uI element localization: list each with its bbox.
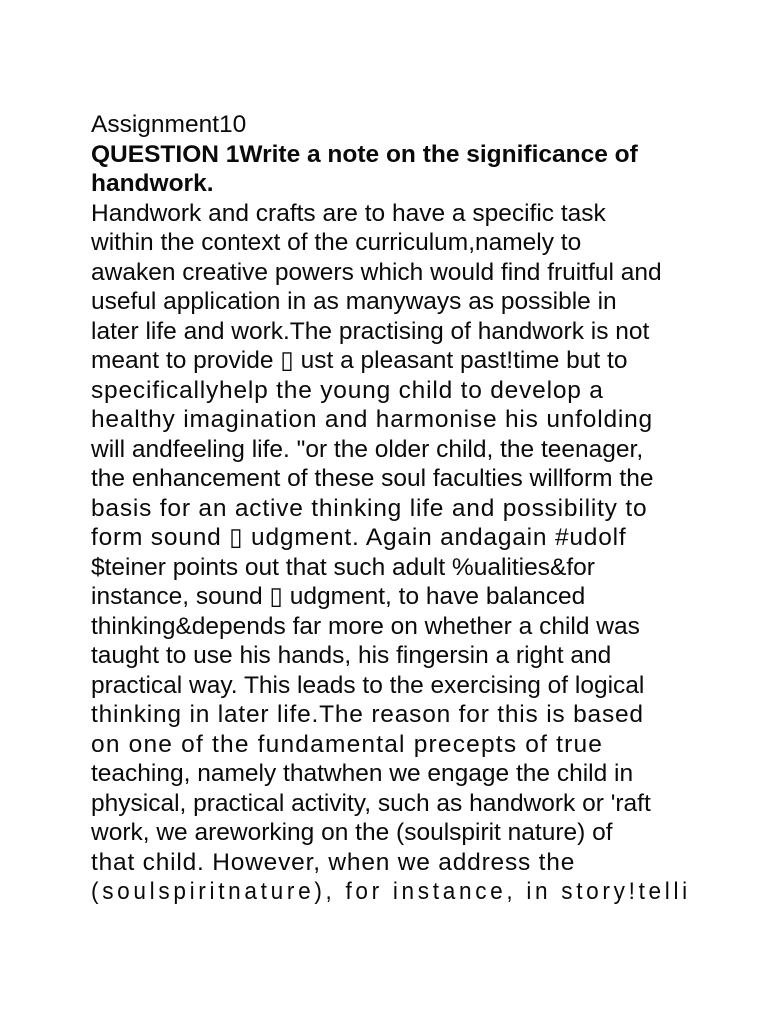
body-line: physical, practical activity, such as handwork or 'raft [91, 789, 651, 817]
body-line: form sound ▯ udgment. Again andagain #udolf [91, 524, 627, 551]
body-line: (soulspiritnature), for instance, in story!telli [91, 878, 691, 905]
body-line: thinking in later life.The reason for this is based [91, 701, 644, 728]
body-line: basis for an active thinking life and possibility to [91, 494, 648, 522]
body-line: practical way. This leads to the exercising of logical [91, 671, 645, 699]
body-line: will andfeeling life. "or the older child, the teenager, [91, 435, 644, 463]
body-line: the enhancement of these soul faculties willform the [91, 465, 654, 492]
body-line: instance, sound ▯ udgment, to have balanced [91, 583, 586, 610]
body-line: $teiner points out that such adult %ualities&for [91, 553, 595, 581]
body-line: awaken creative powers which would find fruitful and [91, 258, 662, 286]
body-line: teaching, namely thatwhen we engage the child in [91, 760, 634, 787]
question-title-line-1: QUESTION 1Write a note on the significance of [91, 140, 638, 168]
body-line: Handwork and crafts are to have a specific task [91, 199, 606, 227]
body-line: taught to use his hands, his fingersin a right and [91, 642, 612, 669]
body-line: on one of the fundamental precepts of true [91, 730, 604, 758]
question-title-line-2: handwork. [91, 170, 214, 197]
document-text [91, 110, 691, 907]
assignment-heading: Assignment10 [91, 111, 247, 138]
body-line: meant to provide ▯ ust a pleasant past!time but to [91, 347, 628, 374]
body-line: later life and work.The practising of handwork is not [91, 317, 650, 345]
body-line: specificallyhelp the young child to develop a [91, 376, 604, 404]
body-line: thinking&depends far more on whether a child was [91, 612, 640, 640]
body-line: work, we areworking on the (soulspirit nature) of [91, 819, 613, 846]
body-line: within the context of the curriculum,namely to [91, 229, 582, 256]
body-line: useful application in as manyways as possible in [91, 288, 617, 315]
body-line: healthy imagination and harmonise his unfolding [91, 406, 653, 433]
body-line: that child. However, when we address the [91, 848, 576, 876]
